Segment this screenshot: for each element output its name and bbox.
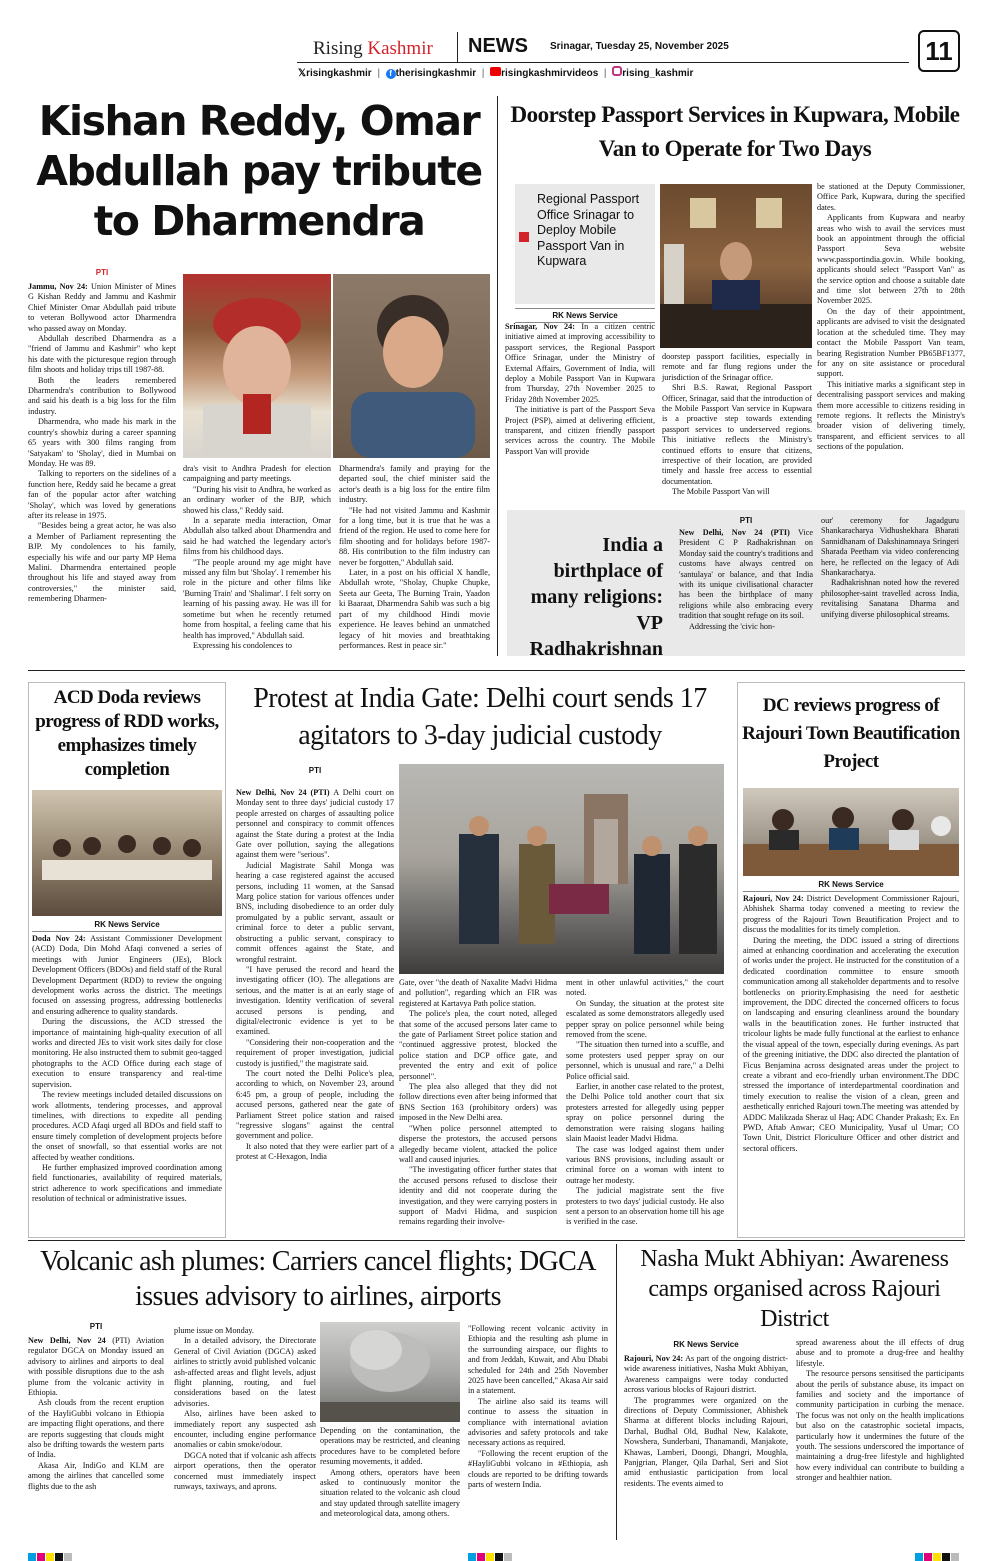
highlight-box — [515, 184, 655, 304]
credit: PTI — [739, 516, 753, 525]
article-rajouri-beautification — [737, 682, 965, 1242]
column-3: ment in other unlawful activities," the court noted. On Sunday, the situation at the protest site escalated as some demonstrators allegedly used pepper spray on police personnel while being removed from the scene. "The situation then turned into a scuffle, and some protesters used pepper spray on our personnel, which is unusual and rare," a Delhi Police official said. Earlier, in another case related to the protest, the Delhi Police told another court that six protesters arrested for allegedly using pepper spray on police personnel during the demonstration were raising slogans hailing slain Maoist leader Madvi Hidma. The case was lodged against them under various BNS provisions, including assault or criminal force on a woman with intent to outrage her modesty. The judicial magistrate sent the five protesters to two days' judicial custody. He also sent a person to an observation home till his age is verified in the case. — [566, 978, 724, 1227]
photo-passport-officer — [660, 184, 812, 348]
social-youtube[interactable]: risingkashmirvideos — [501, 68, 599, 79]
photo-ash-plume — [320, 1322, 460, 1422]
headline: Nasha Mukt Abhiyan: Awareness camps organised across Rajouri District — [640, 1246, 949, 1332]
headline: Doorstep Passport Services in Kupwara, Mobile Van to Operate for Two Days — [510, 102, 960, 161]
plume-illustration — [320, 1322, 460, 1422]
column-1: Rajouri, Nov 24: As part of the ongoing district-wide awareness initiatives, Nasha Mukt Abhiyan, Awareness campaigns were today conducted across various blocks of Rajouri district. The programmes were organized on the directions of Deputy Commissioner, Abhishek Sharma at different blocks including Rajouri, Darhal, Budhal Old, Budhal New, Kalakote, Nowshera, Sunderbani, Thanamandi, Manjakote, Khawas, Lamberi, Doongi, Dhangri, Moughla, Panjgrian, Planger, Qila Darhal, Seri and Siot amid enthusiastic participation from local residents. The events aimed to — [624, 1354, 788, 1488]
column-2: plume issue on Monday. In a detailed advisory, the Directorate General of Civil Aviation (DGCA) asked airlines to strictly avoid published volcanic ash-affected areas and flight levels, adjust flight planning, routing, and fuel considerations based on the latest advisories. Also, airlines have been asked to immediately report any suspected ash encounter, including engine performance anomalies or cabin smoke/odour. DGCA noted that if volcanic ash affects airport operations, then the operator concerned must immediately inspect runways, taxiways, and aprons. — [174, 1326, 316, 1492]
column-2: doorstep passport facilities, especially in remote and far flung regions under the jurisdiction of the Srinagar office. Shri B.S. Rawat, Regional Passport Officer, Srinagar, said that the introduction of the Mobile Passport Van service in Kupwara is a proactive step towards extending passport services to underserved regions. This initiative reflects the Ministry's continued efforts to ensure that citizens, irrespective of their location, are provided timely and hassle free access to essential documentation. The Mobile Passport Van will — [662, 352, 812, 497]
column-2: spread awareness about the ill effects of drug abuse and to promote a drug-free and healthy lifestyle. The resource persons sensitised the participants about the perils of substance abuse, its impact on families and society and the importance of community participation in curbing the menace. The focus was not only on the health implications but also on the catastrophic societal impacts, particularly how it undermines the future of the youth. The sessions underscored the importance of maintaining a drug-free lifestyle and highlighted how every individual can contribute to building a stronger and healthier nation. — [796, 1338, 964, 1483]
brand-logo — [313, 38, 433, 60]
credit: RK News Service — [743, 878, 959, 892]
column-2: Gate, over "the death of Naxalite Madvi Hidma and pollution", regarding which an FIR was registered at Kartavya Path police station. The police's plea, the court noted, alleged that some of the accused persons later came to the gate of Parliament Street police station and "continued aggressive protest, blocked the police station and DCP office gate, and prevented the entry and exit of police personnel". The plea also alleged that they did not follow directions even after being informed that BNS Section 163 (prohibitory orders) was imposed in the New Delhi area. "When police personnel attempted to disperse the protestors, the accused persons allegedly became violent, attacked the police wall and caused injuries. "The investigating officer further states that the accused persons refused to disclose their identity and did not cooperate during the investigation, and they were carrying posters in support of Madvi Hidma, and suspicion remains regarding their involve- — [399, 978, 557, 1227]
article-passport — [505, 96, 965, 496]
meeting-illustration — [743, 788, 959, 876]
column-3: Depending on the contamination, the operations may be restricted, and cleaning procedures have to be completed before resuming movements, it added. Among others, operators have been asked to continuously monitor the situation related to the volcanic ash cloud and stay updated through satellite imagery and meteorological data, among others. — [320, 1426, 460, 1519]
color-registration-left — [28, 1546, 73, 1561]
person-illustration-2 — [333, 274, 490, 458]
column-2: our' ceremony for Jagadguru Shankaracharya Vidhushekhara Bharati Sannidhanam of Dakshinamnaya Sringeri Sharada Peetham via video conferencing here, he reflected on the legacy of Adi Shankaracharya. Radhakrishnan noted how the revered philosopher-saint travelled across India, revitalising Sanatana Dharma and unifying diverse philosophical streams. — [821, 516, 959, 619]
article-acd-doda — [28, 682, 226, 1242]
office-illustration — [660, 184, 812, 348]
headline: Protest at India Gate: Delhi court sends 17 agitators to 3-day judicial custody — [253, 683, 707, 751]
person-illustration — [183, 274, 331, 458]
social-handles: 𝕏risingkashmir | f therisingkashmir | risingkashmirvideos | rising_kashmir — [298, 68, 694, 79]
photo-omar-abdullah — [183, 274, 331, 458]
protest-illustration — [399, 764, 724, 974]
photo-dharmendra — [333, 274, 490, 458]
column-3: Dharmendra's family and praying for the departed soul, the chief minister said the actor's death is a big loss for the entire film industry. "He had not visited Jammu and Kashmir for a long time, but it is true that he was a friend of the region. He used to come here for film shooting and for holidays before 1987-88. His contribution to the film industry can never be forgotten," Abdullah said. Later, in a post on his official X handle, Abdullah wrote, "Sholay, Chupke Chupke, Seeta aur Geeta, The Burning Train, Yaadon ki Baaraat, Dharmendra Sahib was such a big part of my childhood Hindi movie experience. He leaves behind an unmatched legacy of hit movies and breathtaking performances. Rest in peace sir." — [339, 464, 490, 650]
credit: PTI — [308, 766, 322, 775]
headline: India a birthplace of many religions: VP Radhakrishnan — [529, 534, 663, 660]
page-number: 11 — [918, 30, 960, 72]
photo-rajouri-meeting — [743, 788, 959, 876]
column-4: "Following recent volcanic activity in Ethiopia and the resulting ash plume in the surrounding airspace, our flights to and from Jeddah, Kuwait, and Abu Dhabi scheduled for 24th and 25th November 2025 have been cancelled," Akasa Air said in a statement. The airline also said its teams will continue to assess the situation in compliance with international aviation advisories and safety protocols and take necessary actions as required. "Following the recent eruption of the #HayliGubbi volcano in #Ethiopia, ash clouds are reported to be drifting towards parts of western India. — [468, 1324, 608, 1490]
credit: RK News Service — [515, 308, 655, 323]
column-1: New Delhi, Nov 24 (PTI) A Delhi court on Monday sent to three days' judicial custody 17 people arrested on charges of assaulting police personnel and conspiracy to commit offences against the State during a protest at the India Gate over pollution, saying the allegations against them were "serious". Judicial Magistrate Sahil Monga was hearing a case registered against the accused persons, including 11 women, at the Sansad Marg police station for various offences under BNS, including disobedience to an order duly promulgated by a public servant, assault or criminal force to deter a public servant, obstructing a public servant, conspiracy to commit offences against the State, and wrongful restraint. "I have perused the record and heard the investigating officer (IO). The allegations are serious, and the matter is at an early stage of investigation. Identity verification of several accused persons is pending, and digital/electronic evidence is yet to be examined. "Considering their non-cooperation and the requirement of proper investigation, judicial custody is justified," the magistrate said. The court noted the Delhi Police's plea, according to which, on November 23, around 6:45 pm, a group of people, including the accused persons, gathered near the gate of Parliament Street police station and raised "regressive slogans" against the central government and police. It also noted that they were earlier part of a protest at C-Hexagon, India — [236, 788, 394, 1162]
credit: RK News Service — [673, 1340, 739, 1349]
headline: DC reviews progress of Rajouri Town Beautification Project — [742, 695, 960, 772]
headline: ACD Doda reviews progress of RDD works, emphasizes timely completion — [35, 687, 219, 780]
article-body: Rajouri, Nov 24: District Development Commissioner Rajouri, Abhishek Sharma today convened a meeting to review the progress of the Rajouri Town Beautification Project and to discuss the modalities for its timely completion. During the meeting, the DDC issued a string of directions aimed at enhancing coordination and accelerating the execution of works under the project. He instructed for the constitution of a dedicated coordination committee to ensure smooth communication among all stakeholder departments and to resolve bottlenecks on priority.Emphasising the need for aesthetic improvement, the DDC directed the concerned officers to focus on landscaping and ensuring cleanliness around the boundary walls in the beautification zones. He further instructed that tricolour lights be made fully functional at the earliest to enhance the visual appeal of the town, especially during evenings. As part of the greening initiative, the DDC also directed the plantation of Ficus Benjamina across designated areas under the project to create a vibrant and eco-friendly urban environment.The DDC stressed the importance of interdepartmental coordination and timely execution to realise the vision of a clean, green and aesthetically enriched Rajouri town.The meeting was attended by ADDC Malikzada Sheraz ul Haq; ADC Chander Prakash; Ex. En PWD, Aftab Anwar; CEO Municipality, Yusaf ul Umar; CO Town Unit, District Floriculture Officer and other district and sectoral officers. — [743, 894, 959, 1153]
dateline: Srinagar, Tuesday 25, November 2025 — [550, 41, 729, 52]
red-marker — [519, 232, 529, 242]
column-1: New Delhi, Nov 24 (PTI) Aviation regulator DGCA on Monday issued an advisory to airlines and airports to deal with possible disruptions due to the ash plume from the volcanic activity in Ethiopia. Ash clouds from the recent eruption of the HayliGubbi volcano in Ethiopia are impacting flight operations, and there are reports suggesting that clouds might also be drifting towards the western parts of India. Akasa Air, IndiGo and KLM are among the airlines that cancelled some flights due to the ash — [28, 1336, 164, 1491]
social-x[interactable]: risingkashmir — [306, 68, 372, 79]
headline: Kishan Reddy, Omar Abdullah pay tribute to Dharmendra — [36, 97, 482, 245]
color-registration-center — [468, 1546, 513, 1561]
column-3: be stationed at the Deputy Commissioner, Office Park, Kupwara, during the specified dates. Applicants from Kupwara and nearby areas who wish to avail the services must book an appointment through the official Passport Seva website www.passportindia.gov.in. While booking, applicants should select "Passport Van" as the service option and choose a suitable date and time slot between 27th to 28th November 2025. On the day of their appointment, applicants are advised to visit the designated location at the scheduled time. They may contact the Mobile Passport Van team, bearing Registration Number PB65BF1377, for any on site assistance or procedural support. This initiative marks a significant step in decentralising passport services and making them more accessible to citizens residing in remote regions. It reflects the Ministry's broader vision of delivering timely, transparent, and efficient services to all sections of the population. — [817, 182, 965, 452]
column-1: Jammu, Nov 24: Union Minister of Mines G Kishan Reddy and Jammu and Kashmir Chief Minister Omar Abdullah paid tribute to veteran Bollywood actor Dharmendra who passed away on Monday. Abdullah described Dharmendra as a "friend of Jammu and Kashmir" who kept his date with the picturesque region through film shoots and holiday trips till 1987-88. Both the leaders remembered Dharmendra's contribution to Bollywood and said his death is a big loss for the film industry. Dharmendra, who made his mark in the country's showbiz during a career spanning 65 years with 300 films ranging from 'Satyakam' to 'Sholay', died in Mumbai on Monday. He was 89. Talking to reporters on the sidelines of a function here, Reddy said he became a great fan of the popular actor after watching 'Sholay', which was loved by generations after its release in 1975. "Besides being a great actor, he was also a Member of Parliament representing the BJP. My condolences to his family, especially his wife and our party MP Hema Malini. Dharmendra entertained people throughout his life and stayed away from controversies," the minister said, remembering Dharmen- — [28, 282, 176, 604]
color-registration-right — [915, 1546, 960, 1561]
credit: PTI — [95, 268, 109, 277]
article-dharmendra — [28, 96, 490, 656]
photo-india-gate-protest — [399, 764, 724, 974]
article-volcanic-ash — [28, 1244, 608, 1544]
column-1: Srinagar, Nov 24: In a citizen centric initiative aimed at improving accessibility to passport services, the Regional Passport Office Srinagar, under the Ministry of External Affairs, Government of India, will deploy a Mobile Passport Van in Kupwara from Thursday, 27th November 2025 to Friday 28th November 2025. The initiative is part of the Passport Seva Project (PSP), aimed at delivering efficient, transparent, and citizen friendly passport services across the country. The Mobile Passport Van will provide — [505, 322, 655, 456]
meeting-illustration — [32, 790, 222, 916]
headline: Volcanic ash plumes: Carriers cancel flights; DGCA issues advisory to airlines, airports — [40, 1246, 596, 1312]
article-vp-box — [507, 510, 965, 660]
section-label: NEWS — [468, 35, 528, 57]
brand-name-a: Rising — [313, 38, 368, 59]
brand-name-b: Kashmir — [367, 38, 433, 59]
article-nasha-mukt — [624, 1244, 965, 1544]
article-india-gate — [232, 676, 728, 1236]
column-2: dra's visit to Andhra Pradesh for election campaigning and party meetings. "During his visit to Andhra, he worked as an ordinary worker of the BJP, which showed his class," Reddy said. In a separate media interaction, Omar Abdullah also talked about Dharmendra and said he had watched the legendary actor's films from his childhood days. "The people around my age might have missed any film but 'Sholay'. I remember his role in the picture and other films like 'Burning Train' and 'Shalimar'. I felt sorry on learning of his passing away. He was ill for sometime but when he recently returned home from hospital, a feeling came that his health has improved," Abdullah said. Expressing his condolences to — [183, 464, 331, 650]
article-body: Doda Nov 24: Assistant Commissioner Development (ACD) Doda, Din Mohd Afaqi convened a series of meetings with Junior Engineers (JEs), Block Development Officers (BDOs) and field staff of the Rural Development Department (RDD) to review the ongoing development works across the district. The meetings focused on assessing progress, addressing bottlenecks and ensuring adherence to quality standards. During the discussions, the ACD stressed the importance of maintaining high-quality execution of all works and directed JEs to visit work sites daily for close monitoring. He also instructed them to submit geo-tagged photographs to the ACD Office during each stage of execution to ensure transparency and real-time supervision. The review meetings included detailed discussions on work allotments, tendering processes, and approval timelines, with directions to expedite all pending procedures. ACD Afaqi urged all BDOs and field staff to ensure timely completion of development projects before the onset of snowfall, so that essential works are not affected by weather conditions. He further emphasized improved coordination among field functionaries, availability of required materials, strict adherence to work specifications and immediate resolution of technical or administrative issues. — [32, 934, 222, 1204]
facebook-icon: f — [386, 69, 396, 79]
credit: RK News Service — [32, 918, 222, 932]
youtube-icon — [490, 67, 501, 76]
highlight-text: Regional Passport Office Srinagar to Deploy Mobile Passport Van in Kupwara — [537, 192, 640, 268]
credit: PTI — [89, 1322, 103, 1331]
masthead — [0, 0, 990, 86]
column-1: New Delhi, Nov 24 (PTI) Vice President C P Radhakrishnan on Monday said the country's traditions and customs have always centred on 'santulaya' or balance, and that India with its unique civilisational character has been the birthplace of many religions while also embracing every tradition that sought refuge on its soil. Addressing the 'civic hon- — [679, 528, 813, 631]
social-instagram[interactable]: rising_kashmir — [622, 68, 694, 79]
instagram-icon — [612, 66, 622, 76]
social-facebook[interactable]: therisingkashmir — [395, 68, 477, 79]
photo-doda-meeting — [32, 790, 222, 916]
x-icon: 𝕏 — [298, 68, 307, 79]
